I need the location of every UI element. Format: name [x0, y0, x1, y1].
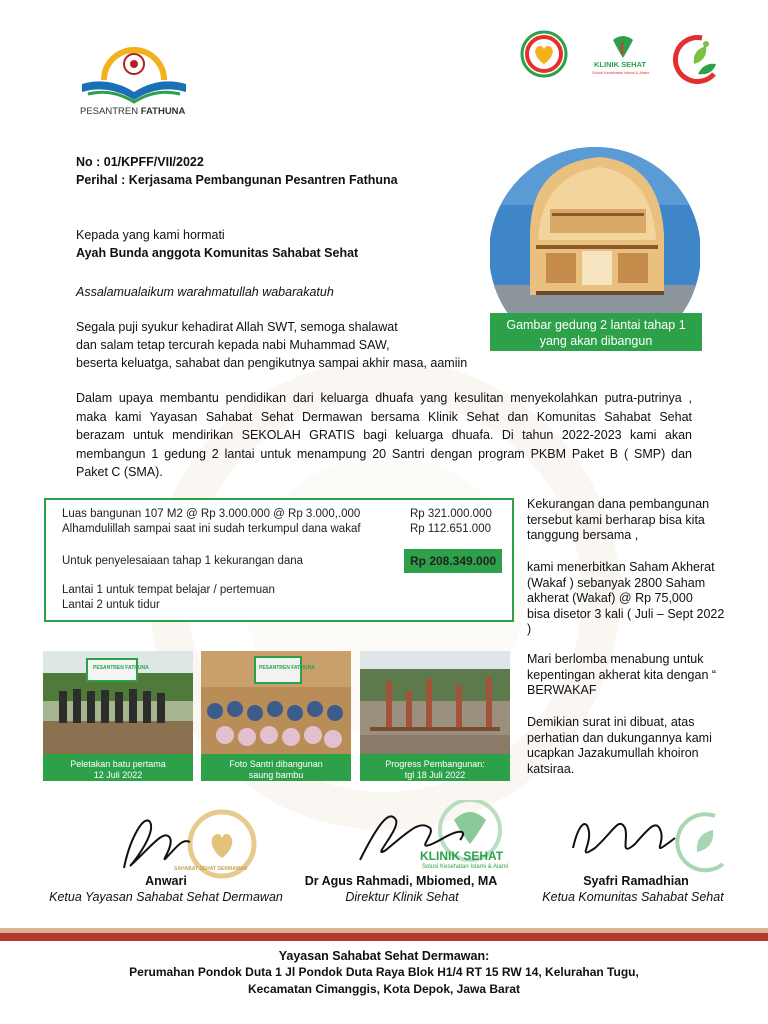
- recipient-line-1: Kepada yang kami hormati: [76, 228, 225, 242]
- right-line: ): [527, 622, 532, 636]
- cost-value-building: Rp 321.000.000: [410, 508, 492, 520]
- greeting: Assalamualaikum warahmatullah wabarakatuh: [76, 285, 334, 299]
- right-line: kami menerbitkan Saham Akherat: [527, 560, 715, 574]
- right-line: BERWAKAF: [527, 683, 597, 697]
- body-line: Paket C (SMA).: [76, 465, 163, 479]
- logo-text-fathuna: FATHUNA: [140, 106, 186, 117]
- signer-title-2: Direktur Klinik Sehat: [345, 890, 459, 904]
- body-line: berazam untuk mendirikan SEKOLAH GRATIS bagi keluarga dhuafa. Di tahun 2022-2023 kami akan: [76, 428, 692, 442]
- right-paragraph-4: [527, 715, 747, 777]
- klinik-sehat-badge-text: KLINIK SEHAT: [594, 60, 646, 69]
- recipient-line-2: Ayah Bunda anggota Komunitas Sahabat Sehat: [76, 246, 359, 260]
- pesantren-fathuna-logo: [74, 40, 194, 122]
- right-paragraph-3: [527, 652, 747, 699]
- signer-name-1: Anwari: [145, 874, 187, 888]
- right-line: Mari berlomba menabung untuk: [527, 652, 704, 666]
- building-caption-line: Gambar gedung 2 lantai tahap 1: [506, 318, 686, 332]
- leaf-hand-icon: [672, 34, 722, 84]
- photo-caption-students: [201, 754, 351, 781]
- photo-caption-groundbreaking: [43, 754, 193, 781]
- klinik-sehat-badge-subtext: Solusi Kesehatan Islami & Alami: [592, 70, 650, 75]
- cost-label-building: Luas bangunan 107 M2 @ Rp 3.000.000 @ Rp 3.000,.000: [62, 508, 361, 520]
- sahabat-sehat-seal-icon: [518, 30, 570, 78]
- photo-caption-line: Peletakan batu pertama: [70, 759, 166, 769]
- opening-line: beserta keluatga, sahabat dan pengikutnya sampai akhir masa, aamiin: [76, 356, 468, 370]
- building-caption: [490, 313, 702, 351]
- right-line: Demikian surat ini dibuat, atas: [527, 715, 695, 729]
- letter-subject: Perihal : Kerjasama Pembangunan Pesantren Fathuna: [76, 173, 398, 187]
- floor-2-usage: Lantai 2 untuk tidur: [62, 599, 160, 611]
- cost-label-shortfall: Untuk penyelesaiaan tahap 1 kekurangan dana: [62, 555, 304, 567]
- footer-address-line: Kecamatan Cimanggis, Kota Depok, Jawa Barat: [247, 982, 521, 996]
- floor-1-usage: Lantai 1 untuk tempat belajar / pertemuan: [62, 584, 275, 596]
- signature-syafri: [565, 808, 735, 878]
- photo-caption-line: Progress Pembangunan:: [385, 759, 485, 769]
- photo-caption-construction: [360, 754, 510, 781]
- photo-students: [201, 651, 351, 754]
- body-line: Dalam upaya membantu pendidikan dari keluarga dhuafa yang kesulitan menyekolahkan putra-putrinya ,: [76, 391, 692, 405]
- klinik-sehat-stamp-subtext: Solusi Kesehatan Islami & Alami: [422, 864, 509, 870]
- photo-construction: [360, 651, 510, 754]
- body-line: membangun 1 gedung 2 lantai untuk menampung 20 Santri dengan program PKBM Paket B ( SMP) dan: [76, 446, 692, 461]
- right-paragraph-1: [527, 497, 747, 544]
- footer-stripe: [0, 933, 768, 941]
- signer-title-1: Ketua Yayasan Sahabat Sehat Dermawan: [49, 890, 283, 904]
- right-line: katsiraa.: [527, 761, 575, 776]
- cost-box: [44, 498, 514, 622]
- signer-title-3: Ketua Komunitas Sahabat Sehat: [542, 890, 724, 904]
- body-line: maka kami Yayasan Sahabat Sehat Dermawan bersama Klinik Sehat dan Komunitas Sahabat Sehat: [76, 409, 692, 424]
- right-paragraph-2: [527, 560, 747, 638]
- footer-address-line: Perumahan Pondok Duta 1 Jl Pondok Duta Raya Blok H1/4 RT 15 RW 14, Kelurahan Tugu,: [129, 965, 639, 979]
- right-line: ucapkan Jazakumullah khoiron: [527, 746, 699, 760]
- seal-text: SAHABAT SEHAT DERMAWAN: [174, 866, 248, 872]
- building-image: [490, 145, 700, 313]
- right-line: bisa disetor 3 kali ( Juli – Sept 2022: [527, 606, 725, 621]
- photo-caption-line: tgl 18 Juli 2022: [404, 770, 466, 780]
- signer-name-2: Dr Agus Rahmadi, Mbiomed, MA: [304, 874, 498, 888]
- photo-caption-line: saung bambu: [248, 770, 304, 780]
- cost-value-shortfall: Rp 208.349.000: [404, 549, 502, 573]
- logo-text-pesantren: PESANTREN: [80, 106, 139, 117]
- signature-agus: [350, 800, 526, 876]
- right-line: kepentingan akherat kita dengan “: [527, 667, 717, 682]
- photo-groundbreaking: [43, 651, 193, 754]
- cost-value-collected: Rp 112.651.000: [410, 523, 491, 535]
- right-line: tersebut kami berharap bisa kita: [527, 512, 705, 527]
- signer-name-3: Syafri Ramadhian: [583, 874, 689, 888]
- photo-banner-text: PESANTREN FATHUNA: [93, 665, 149, 671]
- klinik-sehat-badge-icon: [588, 34, 658, 78]
- building-caption-line: yang akan dibangun: [539, 334, 653, 348]
- signature-anwari: [110, 808, 260, 880]
- footer-org: Yayasan Sahabat Sehat Dermawan:: [278, 949, 490, 963]
- opening-line: Segala puji syukur kehadirat Allah SWT, semoga shalawat: [76, 320, 398, 334]
- opening-line: dan salam tetap tercurah kepada nabi Muhammad SAW,: [76, 338, 390, 352]
- photo-caption-line: 12 Juli 2022: [93, 770, 143, 780]
- body-paragraph: [76, 389, 692, 482]
- right-line: (Wakaf ) sebanyak 2800 Saham: [527, 575, 706, 590]
- right-line: perhatian dan dukungannya kami: [527, 730, 712, 745]
- letter-number: No : 01/KPFF/VII/2022: [76, 155, 204, 169]
- right-line: Kekurangan dana pembangunan: [527, 497, 710, 511]
- photo-caption-line: Foto Santri dibangunan: [229, 759, 323, 769]
- right-line: tanggung bersama ,: [527, 528, 639, 542]
- right-line: akherat (Wakaf) @ Rp 75,000: [527, 591, 693, 605]
- photo-banner-text: PESANTREN FATHUNA: [259, 665, 315, 671]
- cost-label-collected: Alhamdulillah sampai saat ini sudah terkumpul dana wakaf: [62, 523, 361, 535]
- klinik-sehat-stamp-text: KLINIK SEHAT: [420, 849, 504, 863]
